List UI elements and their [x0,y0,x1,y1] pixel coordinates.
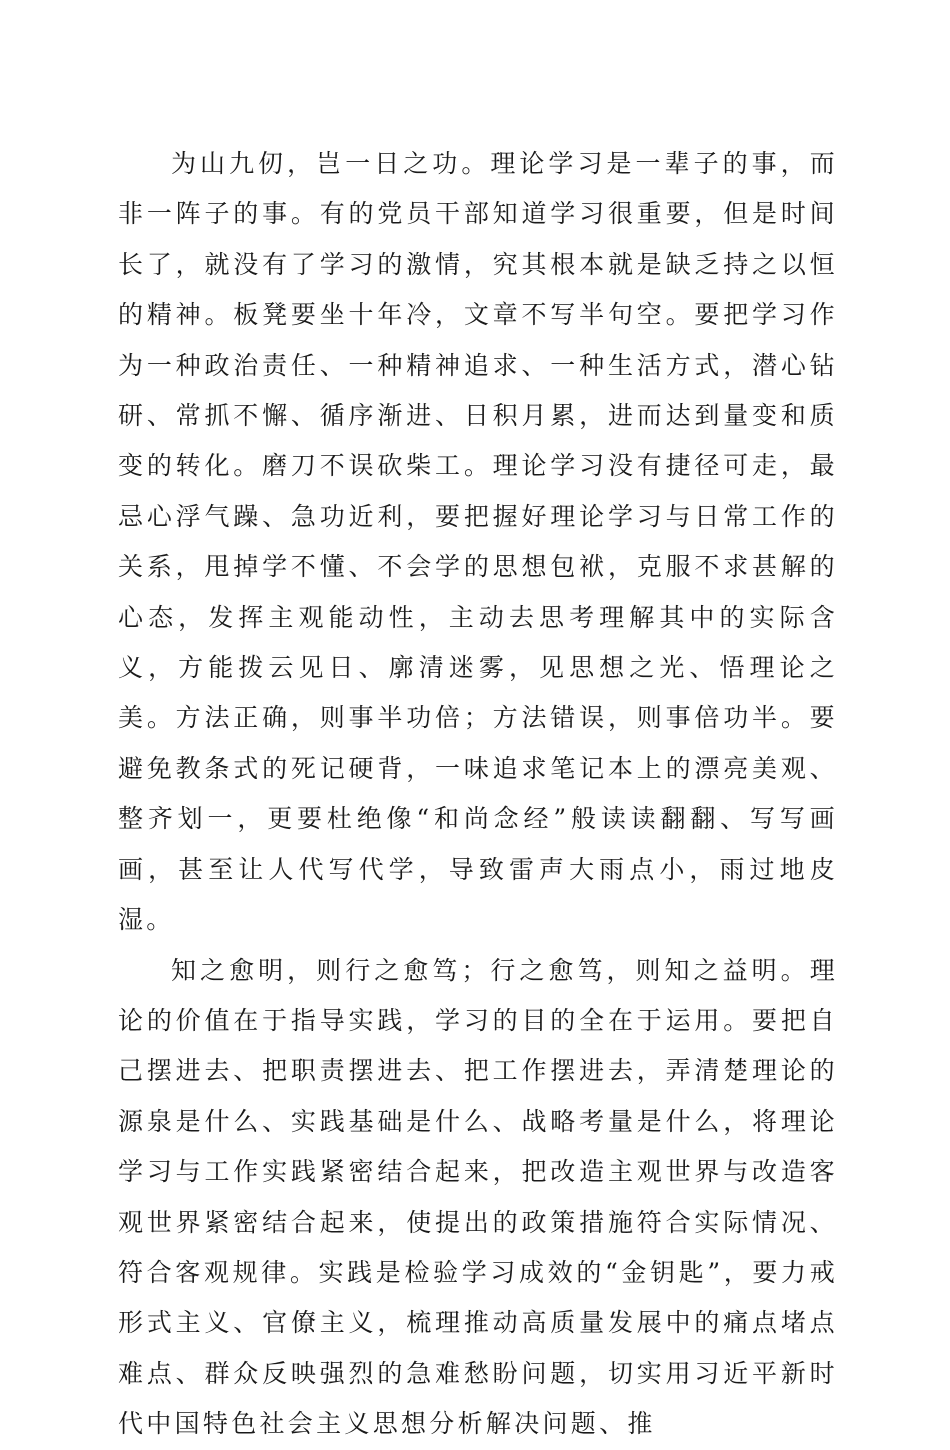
paragraph-1: 为山九仞，岂一日之功。理论学习是一辈子的事，而非一阵子的事。有的党员干部知道学习很重要，但是时间长了，就没有了学习的激情，究其根本就是缺乏持之以恒的精神。板凳要坐十年冷，文章不写半句空。要把学习作为一种政治责任、一种精神追求、一种生活方式，潜心钻研、常抓不懈、循序渐进、日积月累，进而达到量变和质变的转化。磨刀不误砍柴工。理论学习没有捷径可走，最忌心浮气躁、急功近利，要把握好理论学习与日常工作的关系，甩掉学不懂、不会学的思想包袱，克服不求甚解的心态，发挥主观能动性，主动去思考理解其中的实际含义，方能拨云见日、廓清迷雾，见思想之光、悟理论之美。方法正确，则事半功倍；方法错误，则事倍功半。要避免教条式的死记硬背，一味追求笔记本上的漂亮美观、整齐划一，更要杜绝像“和尚念经”般读读翻翻、写写画画，甚至让人代写代学，导致雷声大雨点小，雨过地皮湿。 [118,149,838,935]
paragraph-2: 知之愈明，则行之愈笃；行之愈笃，则知之益明。理论的价值在于指导实践，学习的目的全在于运用。要把自己摆进去、把职责摆进去、把工作摆进去，弄清楚理论的源泉是什么、实践基础是什么、战略考量是什么，将理论学习与工作实践紧密结合起来，把改造主观世界与改造客观世界紧密结合起来，使提出的政策措施符合实际情况、符合客观规律。实践是检验学习成效的“金钥匙”，要力戒形式主义、官僚主义，梳理推动高质量发展中的痛点堵点难点、群众反映强烈的急难愁盼问题，切实用习近平新时代中国特色社会主义思想分析解决问题、推 [118,955,838,1439]
document-body [118,139,838,1450]
